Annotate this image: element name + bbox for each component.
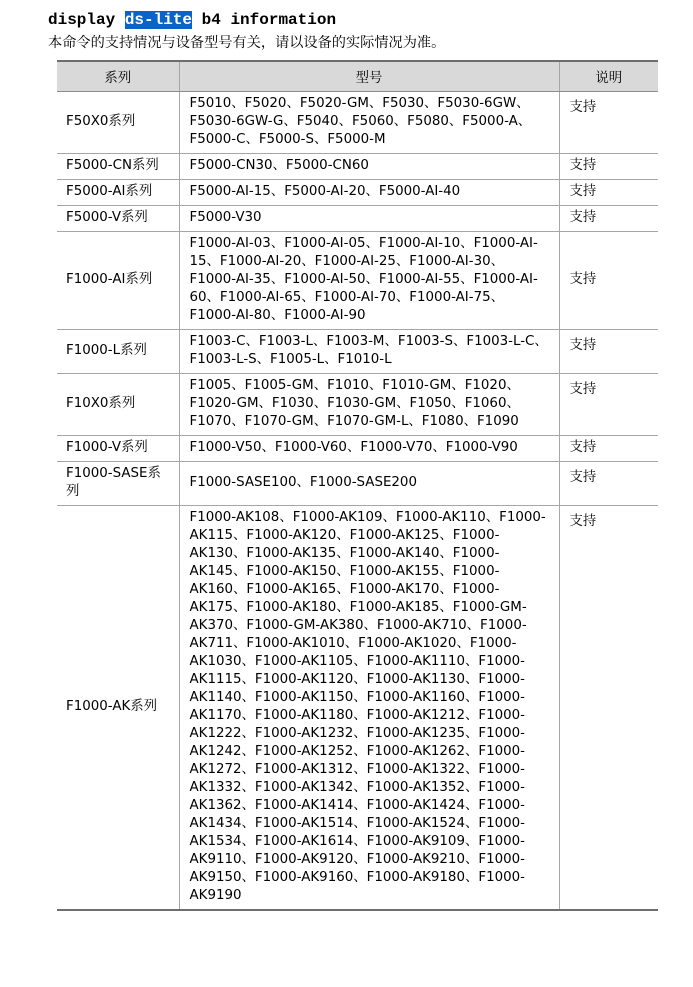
series-cell: F10X0系列 <box>57 374 179 436</box>
series-cell: F1000-SASE系列 <box>57 462 179 506</box>
column-header-series: 系列 <box>57 61 179 92</box>
table-row <box>57 92 658 154</box>
support-cell: 支持 <box>559 462 658 506</box>
series-cell: F5000-AI系列 <box>57 180 179 206</box>
series-cell: F1000-AI系列 <box>57 232 179 330</box>
models-cell: F5000-V30 <box>179 206 559 232</box>
table-row <box>57 436 658 462</box>
command-heading <box>48 11 336 30</box>
command-prefix: display <box>48 11 125 29</box>
table-row <box>57 506 658 911</box>
series-cell: F1000-AK系列 <box>57 506 179 911</box>
models-cell: F5000-CN30、F5000-CN60 <box>179 154 559 180</box>
support-cell: 支持 <box>559 436 658 462</box>
support-cell: 支持 <box>559 330 658 374</box>
models-cell: F1000-AK108、F1000-AK109、F1000-AK110、F1000-AK115、F1000-AK120、F1000-AK125、F1000-AK130、F1000-AK135、F1000-AK140、F1000-AK145、F1000-AK150、F1000-AK155、F1000-AK160、F1000-AK165、F1000-AK170、F1000-AK175、F1000-AK180、F1000-AK185、F1000-GM-AK370、F1000-GM-AK380、F1000-AK710、F1000-AK711、F1000-AK1010、F1000-AK1020、F1000-AK1030、F1000-AK1105、F1000-AK1110、F1000-AK1115、F1000-AK1120、F1000-AK1130、F1000-AK1140、F1000-AK1150、F1000-AK1160、F1000-AK1170、F1000-AK1180、F1000-AK1212、F1000-AK1222、F1000-AK1232、F1000-AK1235、F1000-AK1242、F1000-AK1252、F1000-AK1262、F1000-AK1272、F1000-AK1312、F1000-AK1322、F1000-AK1332、F1000-AK1342、F1000-AK1352、F1000-AK1362、F1000-AK1414、F1000-AK1424、F1000-AK1434、F1000-AK1514、F1000-AK1524、F1000-AK1534、F1000-AK1614、F1000-AK9109、F1000-AK9110、F1000-AK9120、F1000-AK9210、F1000-AK9150、F1000-AK9160、F1000-AK9180、F1000-AK9190 <box>179 506 559 911</box>
models-cell: F5000-AI-15、F5000-AI-20、F5000-AI-40 <box>179 180 559 206</box>
table-row <box>57 206 658 232</box>
command-suffix: b4 information <box>192 11 337 29</box>
models-cell: F5010、F5020、F5020-GM、F5030、F5030-6GW、F5030-6GW-G、F5040、F5060、F5080、F5000-A、F5000-C、F5000-S、F5000-M <box>179 92 559 154</box>
series-cell: F5000-V系列 <box>57 206 179 232</box>
series-cell: F1000-V系列 <box>57 436 179 462</box>
column-header-models: 型号 <box>179 61 559 92</box>
series-cell: F1000-L系列 <box>57 330 179 374</box>
table-header-row <box>57 61 658 92</box>
support-cell: 支持 <box>559 180 658 206</box>
models-cell: F1000-V50、F1000-V60、F1000-V70、F1000-V90 <box>179 436 559 462</box>
support-cell: 支持 <box>559 206 658 232</box>
support-note: 本命令的支持情况与设备型号有关，请以设备的实际情况为准。 <box>48 35 446 51</box>
model-support-table <box>57 60 658 911</box>
support-cell: 支持 <box>559 92 658 154</box>
support-cell: 支持 <box>559 374 658 436</box>
table-row <box>57 180 658 206</box>
models-cell: F1003-C、F1003-L、F1003-M、F1003-S、F1003-L-C、F1003-L-S、F1005-L、F1010-L <box>179 330 559 374</box>
table-row <box>57 374 658 436</box>
column-header-description: 说明 <box>559 61 658 92</box>
table-row <box>57 232 658 330</box>
models-cell: F1005、F1005-GM、F1010、F1010-GM、F1020、F1020-GM、F1030、F1030-GM、F1050、F1060、F1070、F1070-GM、F1070-GM-L、F1080、F1090 <box>179 374 559 436</box>
models-cell: F1000-SASE100、F1000-SASE200 <box>179 462 559 506</box>
support-cell: 支持 <box>559 154 658 180</box>
table-row <box>57 330 658 374</box>
table-row <box>57 462 658 506</box>
series-cell: F50X0系列 <box>57 92 179 154</box>
table-row <box>57 154 658 180</box>
models-cell: F1000-AI-03、F1000-AI-05、F1000-AI-10、F1000-AI-15、F1000-AI-20、F1000-AI-25、F1000-AI-30、F1000-AI-35、F1000-AI-50、F1000-AI-55、F1000-AI-60、F1000-AI-65、F1000-AI-70、F1000-AI-75、F1000-AI-80、F1000-AI-90 <box>179 232 559 330</box>
series-cell: F5000-CN系列 <box>57 154 179 180</box>
support-cell: 支持 <box>559 506 658 911</box>
command-highlight: ds-lite <box>124 11 193 29</box>
support-cell: 支持 <box>559 232 658 330</box>
